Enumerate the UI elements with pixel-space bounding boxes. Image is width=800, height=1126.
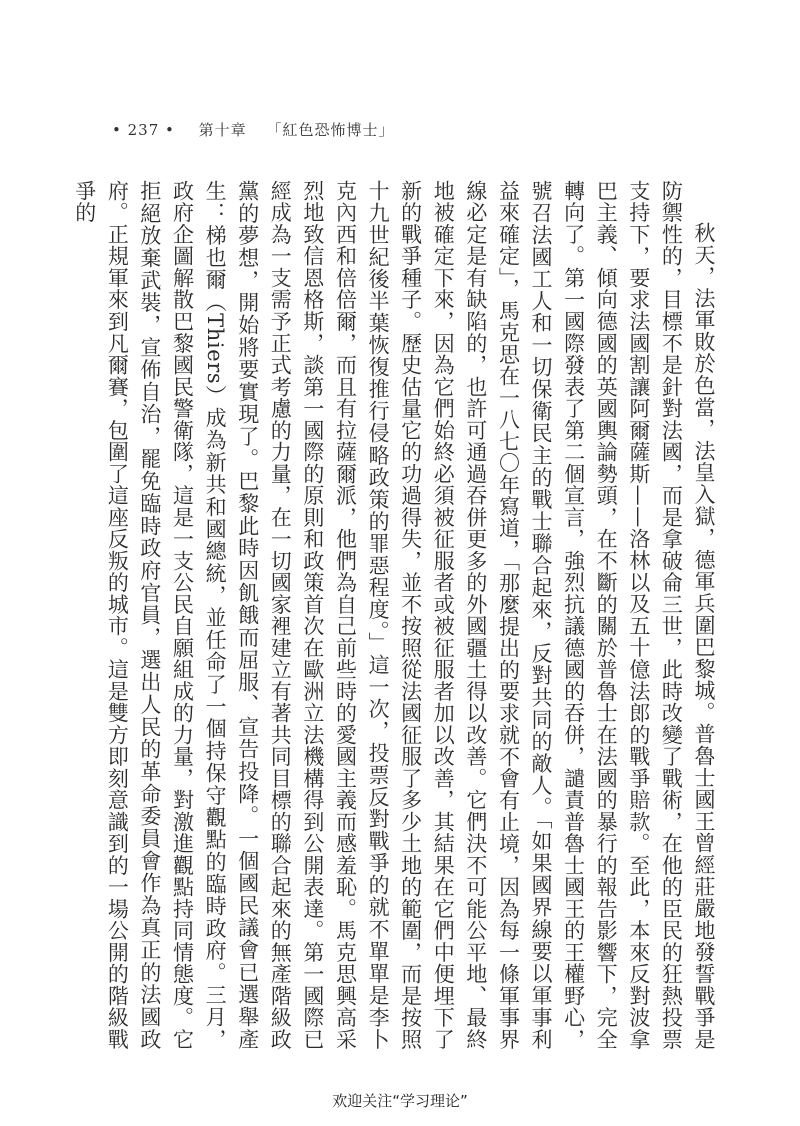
vertical-body-text bbox=[72, 180, 720, 1050]
page-number: • 237 • bbox=[112, 121, 175, 139]
running-header bbox=[112, 119, 394, 140]
chapter-title: 「紅色恐怖博士」 bbox=[266, 121, 395, 139]
footer-watermark-text: 欢迎关注“学习理论” bbox=[332, 1092, 468, 1110]
body-paragraph: 秋天，法軍敗於色當，法皇入獄，德軍兵圍巴黎城。普魯士國王曾經莊嚴地發誓戰爭是防禦性的，目標不是針對法國，而是拿破侖三世，此時改變了戰術，在他的臣民的狂熱投票支持下，要求法國割讓阿爾薩斯——洛林以及五十億法郎的戰爭賠款。至此，本來反對波拿巴主義、傾向德國的英國輿論勢頭，在不斷的關於普魯士在法國的暴行的報告影響下，完全轉向了。第一國際發表了第二個宣言，強烈抗議德國的吞併，譴責普魯士國王的王權野心，號召法國工人和一切保衛民主的戰士聯合起來，反對共同的敵人。「如果國界線要以軍事利益來確定」，馬克思在一八七〇年寫道，「那麼提出的要求就不會有止境，因為每一條軍事界線必定是有缺陷的，也許可通過吞併更多的外國疆土得以改善。它們決不可能公平地、最終地被確定下來，因為它們始終必須被征服者或被征服者加以改善，其結果在它們中便埋下了新的戰爭種子。歷史估量它的功過得失，並不按照從法國征服了多少土地的範圍，而是按照十九世紀後半葉恢復推行侵略政策的罪惡程度。」這一次，投票反對戰爭的就不單單是李卜克內西和倍倍爾，而且有拉薩爾派，他們為自己前些時的愛國主義而感羞恥。馬克思興高采烈地致信恩格斯，談第一國際的原則和政策首次在歐洲立法機構得到公開表達。第一國際已經成為一支需予正式考慮的力量，在一切國家裡建立有著共同目標的聯合起來的無產階級政黨的夢想，開始將要實現了。巴黎此時因飢餓而屈服、宣告投降。一個國民議會已選舉產生：梯也爾（Thiers）成為新共和國總統，並任命了一個持保守觀點的臨時政府。三月，政府企圖解散巴黎國民警衛隊，這是一支公民自願組成的力量，對激進觀點持同情態度。它拒絕放棄武裝，宣佈自治，罷免臨時政府官員，選出人民的革命委員會作為真正的法國政府。正規軍來到凡爾賽，包圍了這座反叛的城市。這是雙方即刻意識到的一場公開的階級戰爭的 bbox=[72, 180, 716, 1050]
chapter-number: 第十章 bbox=[198, 121, 247, 139]
